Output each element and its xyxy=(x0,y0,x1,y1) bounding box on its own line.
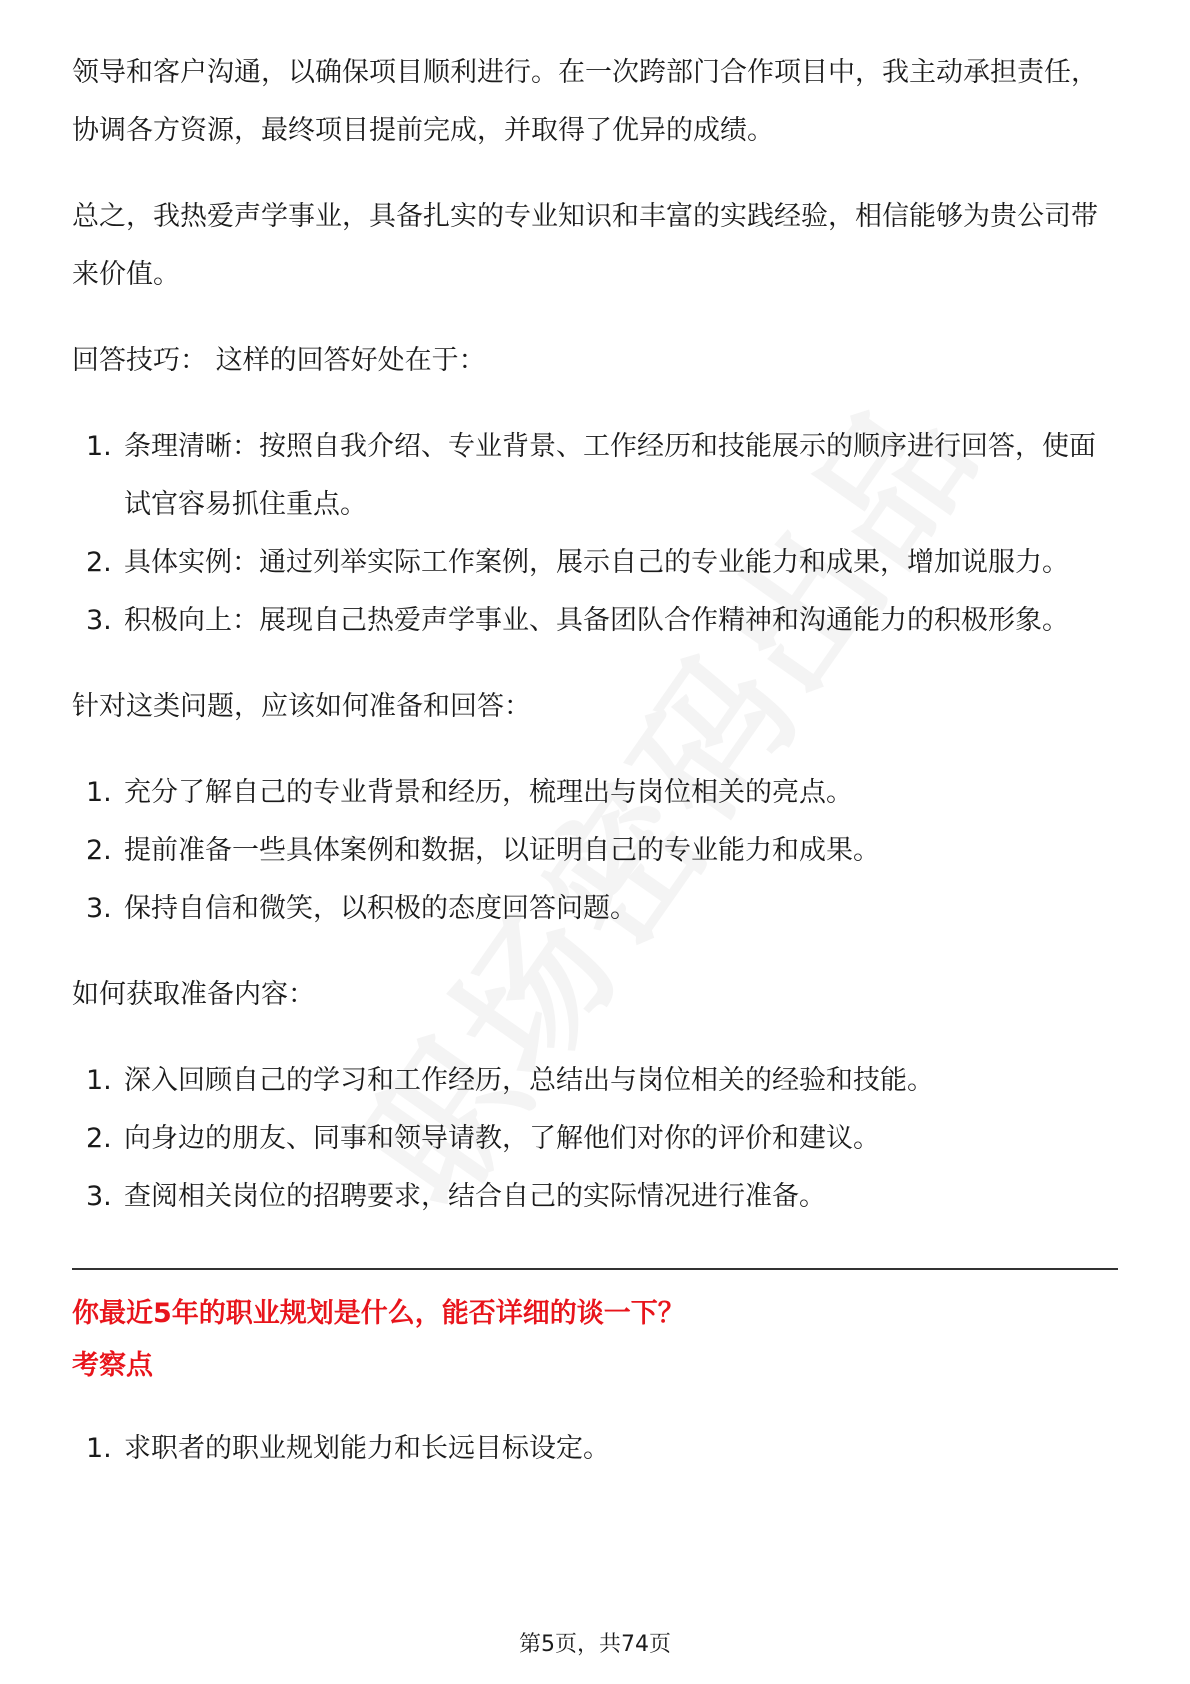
question-subheading: 考察点 xyxy=(72,1350,153,1381)
intro-paragraph-2: 总之，我热爱声学事业，具备扎实的专业知识和丰富的实践经验，相信能够为贵公司带来价值。 xyxy=(72,201,1098,290)
list-item-number: 3. xyxy=(86,1181,112,1212)
list-item-number: 3. xyxy=(86,605,112,636)
list-item-text: 条理清晰：按照自我介绍、专业背景、工作经历和技能展示的顺序进行回答，使面试官容易抓住重点。 xyxy=(124,431,1096,520)
list-item-number: 1. xyxy=(86,777,112,808)
list-item xyxy=(72,1052,1118,1110)
list-item-text: 深入回顾自己的学习和工作经历，总结出与岗位相关的经验和技能。 xyxy=(124,1065,934,1096)
list-item-text: 提前准备一些具体案例和数据，以证明自己的专业能力和成果。 xyxy=(124,835,880,866)
list-item-number: 2. xyxy=(86,1123,112,1154)
list-item-text: 求职者的职业规划能力和长远目标设定。 xyxy=(124,1433,610,1464)
obtain-list xyxy=(72,1052,1118,1226)
document-page xyxy=(72,44,1118,1506)
list-item-number: 1. xyxy=(86,1065,112,1096)
page-number: 第5页，共74页 xyxy=(519,1632,671,1657)
question-title: 你最近5年的职业规划是什么，能否详细的谈一下？ xyxy=(72,1298,685,1329)
list-item xyxy=(72,1420,1118,1478)
list-item xyxy=(72,418,1118,534)
list-item-number: 3. xyxy=(86,893,112,924)
list-item-number: 1. xyxy=(86,431,112,462)
list-item xyxy=(72,592,1118,650)
list-item xyxy=(72,764,1118,822)
tips-heading: 回答技巧： 这样的回答好处在于： xyxy=(72,345,486,376)
list-item xyxy=(72,822,1118,880)
intro-paragraph-1: 领导和客户沟通，以确保项目顺利进行。在一次跨部门合作项目中，我主动承担责任，协调各方资源，最终项目提前完成，并取得了优异的成绩。 xyxy=(72,57,1098,146)
list-item-number: 2. xyxy=(86,835,112,866)
obtain-heading: 如何获取准备内容： xyxy=(72,979,315,1010)
tips-list xyxy=(72,418,1118,650)
list-item-text: 保持自信和微笑，以积极的态度回答问题。 xyxy=(124,893,637,924)
list-item-text: 充分了解自己的专业背景和经历，梳理出与岗位相关的亮点。 xyxy=(124,777,853,808)
prepare-list xyxy=(72,764,1118,938)
list-item xyxy=(72,534,1118,592)
list-item-text: 向身边的朋友、同事和领导请教，了解他们对你的评价和建议。 xyxy=(124,1123,880,1154)
list-item xyxy=(72,1110,1118,1168)
list-item-text: 具体实例：通过列举实际工作案例，展示自己的专业能力和成果，增加说服力。 xyxy=(124,547,1069,578)
list-item-number: 2. xyxy=(86,547,112,578)
list-item xyxy=(72,880,1118,938)
section-divider xyxy=(72,1268,1118,1270)
list-item-number: 1. xyxy=(86,1433,112,1464)
prepare-heading: 针对这类问题，应该如何准备和回答： xyxy=(72,691,531,722)
question-points-list xyxy=(72,1420,1118,1478)
list-item-text: 积极向上：展现自己热爱声学事业、具备团队合作精神和沟通能力的积极形象。 xyxy=(124,605,1069,636)
list-item-text: 查阅相关岗位的招聘要求，结合自己的实际情况进行准备。 xyxy=(124,1181,826,1212)
list-item xyxy=(72,1168,1118,1226)
page-footer xyxy=(0,1630,1190,1660)
